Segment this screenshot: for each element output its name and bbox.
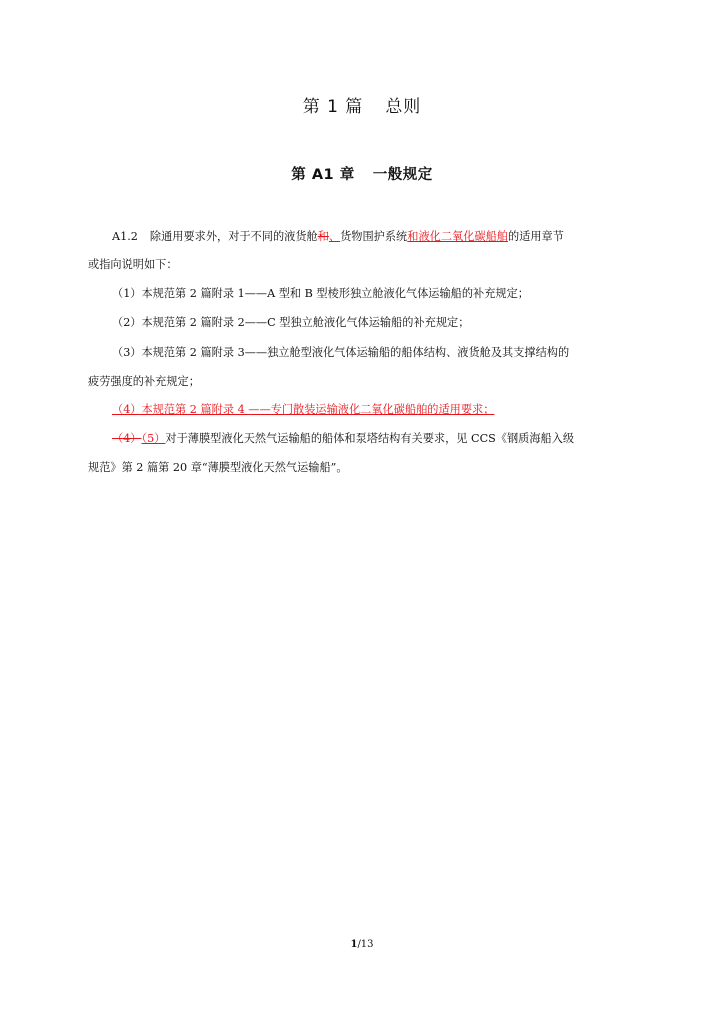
- clause-intro-b: 货物围护系统: [340, 230, 408, 243]
- part-number: 第 1 篇: [302, 97, 364, 117]
- list-item: （1）本规范第 2 篇附录 1——A 型和 B 型棱形独立舱液化气体运输船的补充规定；: [112, 287, 529, 300]
- list-item: （2）本规范第 2 篇附录 2——C 型独立舱液化气体运输船的补充规定；: [112, 316, 470, 329]
- clause-id: A1.2: [112, 230, 138, 243]
- page-number: [0, 939, 724, 950]
- clause-line-2: [88, 258, 178, 272]
- inserted-label: （5）: [141, 432, 166, 445]
- clause-intro-a: 除通用要求外，对于不同的液货舱: [149, 230, 318, 243]
- chapter-number: 第 A1 章: [291, 167, 355, 183]
- clause-line-1: [88, 230, 564, 244]
- clause-intro-line2: 或指向说明如下：: [88, 258, 178, 271]
- clause-intro-c: 的适用章节: [507, 230, 564, 243]
- list-item-inserted: （4）本规范第 2 篇附录 4 ——专门散装运输液化二氧化碳船舶的适用要求；: [112, 403, 495, 416]
- chapter-name: 一般规定: [372, 167, 433, 183]
- list-item: （3）本规范第 2 篇附录 3——独立舱型液化气体运输船的船体结构、液货舱及其支撑结构的: [112, 346, 570, 359]
- list-item: （4）（5）对于薄膜型液化天然气运输船的船体和泵塔结构有关要求，见 CCS《钢质海船入级: [112, 432, 575, 445]
- part-title: [0, 92, 724, 117]
- chapter-title: [0, 163, 724, 184]
- list-item-continuation: 规范》第 2 篇第 20 章“薄膜型液化天然气运输船”。: [88, 461, 348, 474]
- deleted-label: （4）: [112, 432, 142, 445]
- deleted-text: 和: [317, 230, 329, 243]
- current-page: 1: [350, 939, 358, 950]
- inserted-text: 和液化二氧化碳船舶: [407, 230, 508, 243]
- total-pages: /13: [357, 939, 374, 950]
- list-item-continuation: 疲劳强度的补充规定；: [88, 375, 200, 388]
- inserted-text: 、: [328, 230, 341, 243]
- part-name: 总则: [385, 97, 422, 117]
